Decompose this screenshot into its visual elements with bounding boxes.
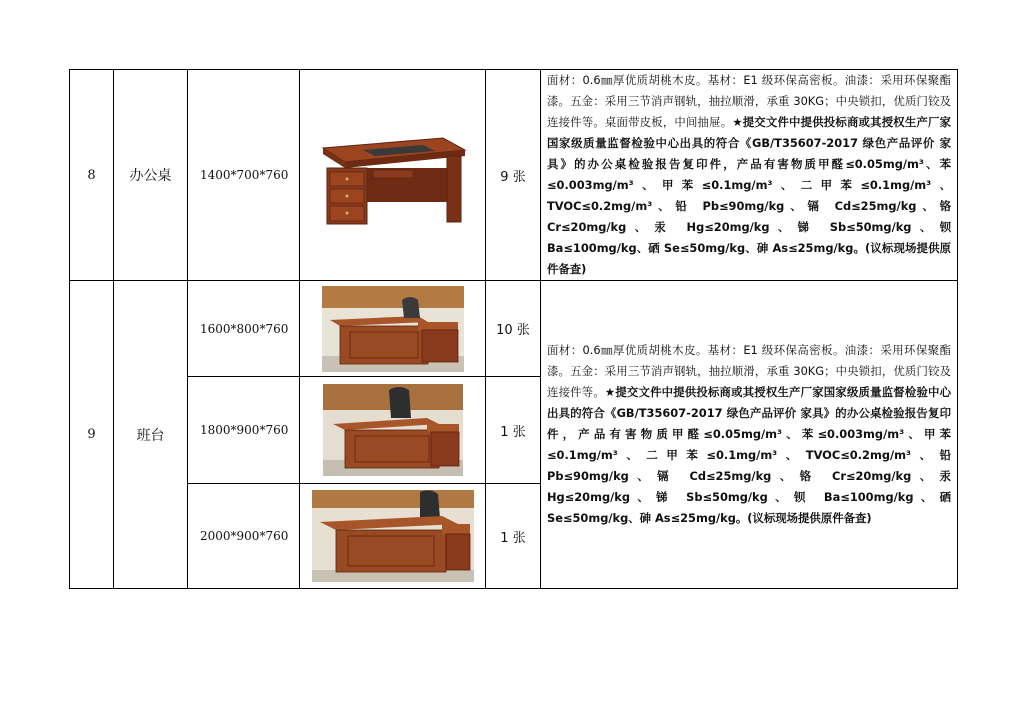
item-size: 1600*800*760 (188, 281, 300, 377)
item-description (541, 70, 958, 281)
description-requirement: ★提交文件中提供投标商或其授权生产厂家国家级质量监督检验中心出具的符合《GB/T35607-2017 绿色产品评价 家具》的办公桌检验报告复印件，产品有害物质甲醛≤0.05mg/m³、苯≤0.003mg/m³、甲苯≤0.1mg/m³、二甲苯≤0.1mg/m³、TVOC≤0.2mg/m³、铅 Pb≤90mg/kg、镉 Cd≤25mg/kg、铬 Cr≤20mg/kg、汞 Hg≤20mg/kg、锑 Sb≤50mg/kg、钡 Ba≤100mg/kg、硒 Se≤50mg/kg、砷 As≤25mg/kg。(议标现场提供原件备查) (547, 385, 951, 525)
executive-desk-photo (300, 377, 486, 484)
desk-photo (300, 70, 486, 281)
description-plain: 面材：0.6㎜厚优质胡桃木皮。基材：E1 级环保高密板。油漆：采用环保聚酯漆。五金：采用三节消声钢轨，抽拉顺滑，承重 30KG；中央锁扣，优质门铰及连接件等。桌面带皮板，中间抽屉。 (547, 73, 951, 129)
item-size: 2000*900*760 (188, 484, 300, 589)
item-name: 班台 (114, 281, 188, 589)
item-size: 1400*700*760 (188, 70, 300, 281)
item-size: 1800*900*760 (188, 377, 300, 484)
item-quantity: 9 张 (486, 70, 541, 281)
table-row (70, 70, 958, 281)
desk-illustration (313, 120, 473, 230)
item-quantity: 10 张 (486, 281, 541, 377)
item-description (541, 281, 958, 589)
item-number: 8 (70, 70, 114, 281)
executive-desk-illustration (312, 490, 474, 582)
description-requirement: ★提交文件中提供投标商或其授权生产厂家国家级质量监督检验中心出具的符合《GB/T35607-2017 绿色产品评价 家具》的办公桌检验报告复印件，产品有害物质甲醛≤0.05mg/m³、苯≤0.003mg/m³、甲苯≤0.1mg/m³、二甲苯≤0.1mg/m³、TVOC≤0.2mg/m³、铅 Pb≤90mg/kg、镉 Cd≤25mg/kg、铬 Cr≤20mg/kg、汞 Hg≤20mg/kg、锑 Sb≤50mg/kg、钡 Ba≤100mg/kg、硒 Se≤50mg/kg、砷 As≤25mg/kg。(议标现场提供原件备查) (547, 115, 951, 276)
item-quantity: 1 张 (486, 377, 541, 484)
description-plain: 面材：0.6㎜厚优质胡桃木皮。基材：E1 级环保高密板。油漆：采用环保聚酯漆。五金：采用三节消声钢轨，抽拉顺滑，承重 30KG；中央锁扣，优质门铰及连接件等。 (547, 343, 951, 399)
item-quantity: 1 张 (486, 484, 541, 589)
executive-desk-illustration (323, 384, 463, 476)
table-row (70, 281, 958, 377)
executive-desk-illustration (322, 286, 464, 372)
item-name: 办公桌 (114, 70, 188, 281)
executive-desk-photo (300, 484, 486, 589)
executive-desk-photo (300, 281, 486, 377)
item-number: 9 (70, 281, 114, 589)
spec-table (69, 69, 958, 589)
